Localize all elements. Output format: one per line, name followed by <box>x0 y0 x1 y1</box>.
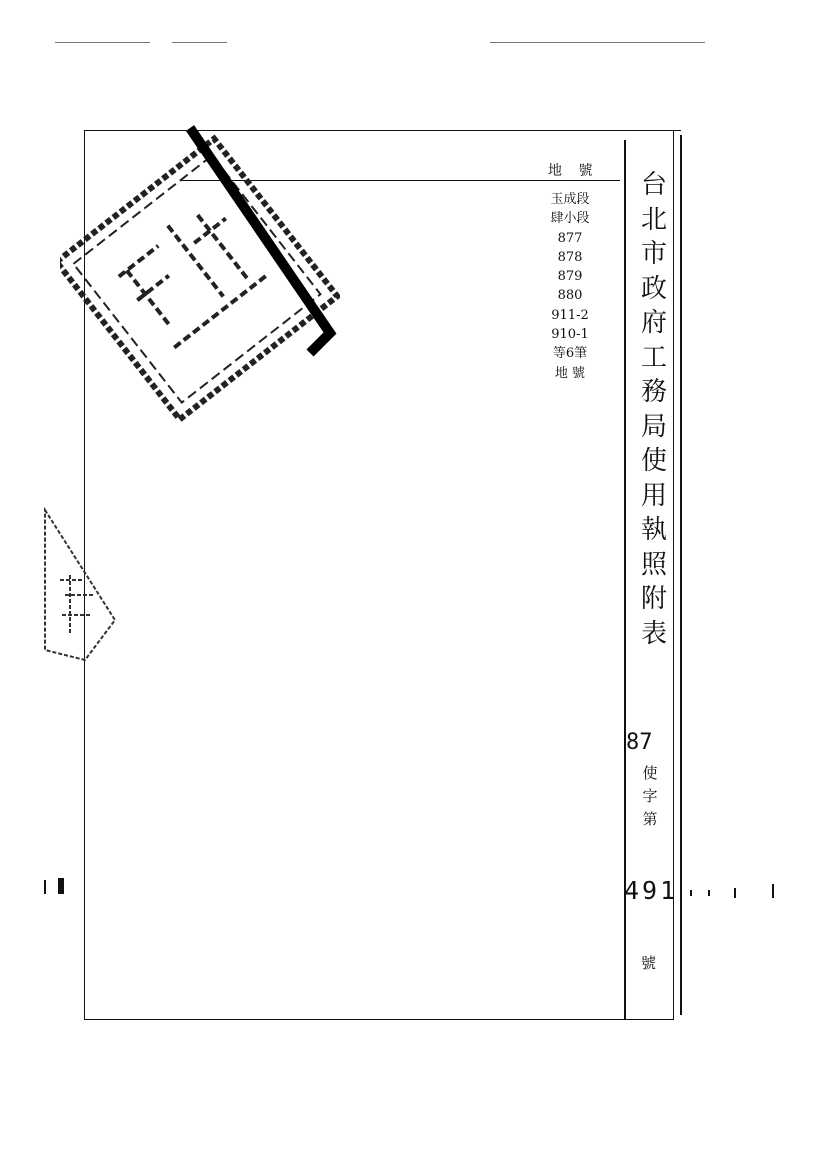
title-char: 府 <box>640 308 667 338</box>
title-char: 市 <box>640 239 667 269</box>
permit-year: 87 <box>626 730 653 755</box>
land-item: 地 號 <box>554 365 586 381</box>
title-char: 用 <box>640 480 667 511</box>
margin-mark-left <box>44 880 46 894</box>
permit-prefix-char: 第 <box>642 810 658 828</box>
land-number-header: 地 號 <box>548 163 599 179</box>
title-char: 北 <box>640 204 667 235</box>
margin-mark-right <box>734 888 736 898</box>
top-rule-mid <box>172 42 227 43</box>
land-item: 877 <box>557 230 583 246</box>
margin-mark-right <box>772 884 774 898</box>
permit-suffix: 號 <box>641 954 657 972</box>
top-rule-right <box>490 42 705 43</box>
frame-right-edge <box>680 135 682 1015</box>
land-item: 878 <box>557 249 583 265</box>
title-char: 表 <box>640 618 667 649</box>
title-char: 照 <box>640 549 667 580</box>
land-item: 玉成段 <box>550 192 590 207</box>
land-item: 肆小段 <box>550 211 590 227</box>
permit-number: 491 <box>624 876 679 905</box>
title-char: 附 <box>640 584 667 614</box>
title-char: 執 <box>640 515 667 545</box>
land-item: 879 <box>557 269 583 285</box>
title-char: 務 <box>640 377 667 407</box>
land-item: 880 <box>557 288 583 304</box>
permit-prefix-char: 使 <box>642 764 658 782</box>
title-char: 使 <box>640 446 667 476</box>
top-rule-left <box>55 42 150 43</box>
title-char: 台 <box>640 170 667 200</box>
land-item: 911-2 <box>551 307 589 323</box>
land-item: 等6筆 <box>552 346 588 362</box>
land-number-list <box>545 190 595 383</box>
permit-prefix-vertical <box>640 762 660 831</box>
margin-mark-right <box>708 890 710 896</box>
margin-mark-left-bold <box>58 878 64 894</box>
side-seal-stamp <box>40 500 120 670</box>
title-char: 工 <box>640 342 667 373</box>
title-char: 局 <box>640 411 667 442</box>
document-title-vertical <box>638 168 670 651</box>
official-seal-stamp <box>60 118 340 448</box>
permit-prefix-char: 字 <box>642 787 658 805</box>
margin-mark-right <box>690 890 692 896</box>
land-item: 910-1 <box>551 327 589 343</box>
title-char: 政 <box>640 273 667 304</box>
